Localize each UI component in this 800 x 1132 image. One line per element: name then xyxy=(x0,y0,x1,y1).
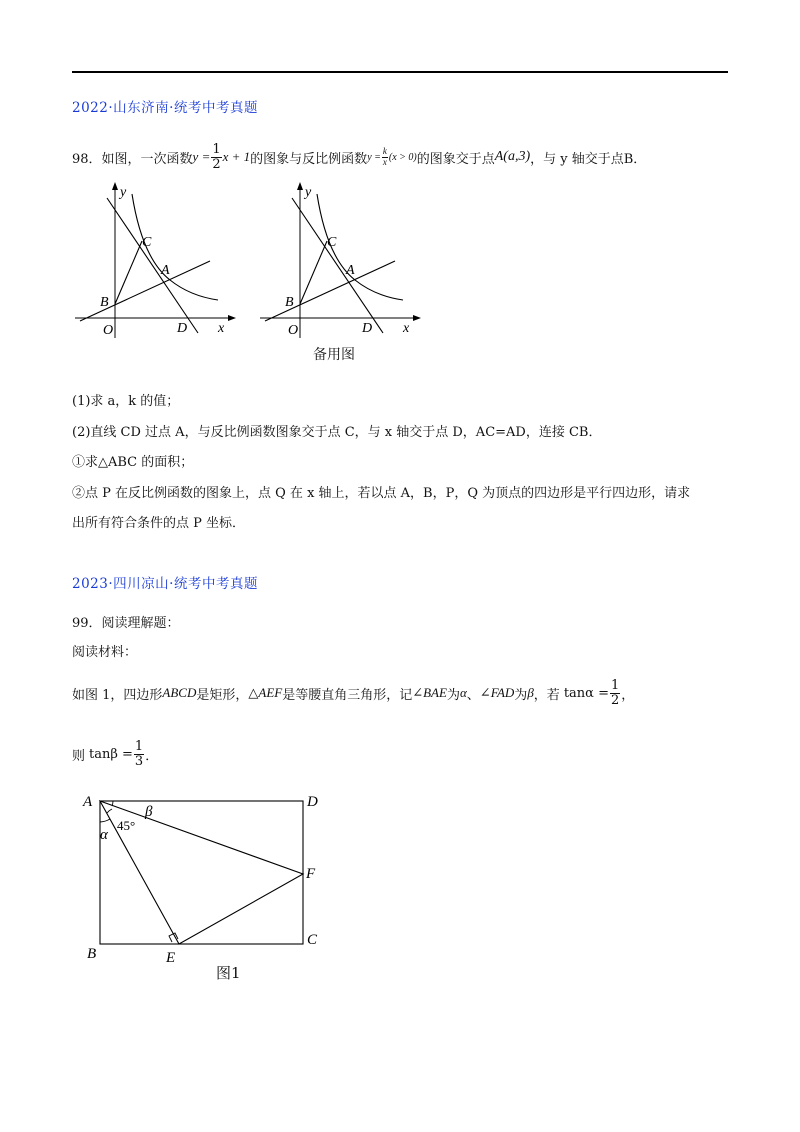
tan-beta-fraction xyxy=(134,740,144,768)
tan-alpha-numerator: 1 xyxy=(610,677,620,693)
problem-99-title: 99．阅读理解题： xyxy=(72,616,180,631)
tan-alpha-denominator: 2 xyxy=(610,692,620,708)
linear-fraction xyxy=(211,143,221,171)
arc-alpha xyxy=(100,819,110,822)
label-a: A xyxy=(161,263,170,278)
label-o: O xyxy=(103,323,114,338)
angle-bae: ∠BAE xyxy=(412,685,447,700)
arc-45 xyxy=(107,809,112,813)
question-2: (2)直线 CD 过点 A，与反比例函数图象交于点 C，与 x 轴交于点 D，AC=AD，连接 CB． xyxy=(72,425,602,440)
label-c: C xyxy=(327,235,337,250)
question-1: (1)求 a，k 的值； xyxy=(72,394,180,409)
y-axis-arrow xyxy=(112,182,118,190)
inverse-fraction xyxy=(382,147,388,167)
label-o: O xyxy=(288,323,299,338)
line-ab xyxy=(265,261,395,321)
linear-y: y = xyxy=(192,149,211,164)
inverse-numerator: k xyxy=(382,146,387,157)
text-2-end: ． xyxy=(145,748,159,764)
source-tag-98: 2022·山东济南·统考中考真题 xyxy=(72,100,258,116)
figure-1-caption: 图1 xyxy=(216,964,241,982)
label-beta: β xyxy=(145,804,153,820)
label-y: y xyxy=(120,185,127,200)
tan-beta-numerator: 1 xyxy=(134,738,144,754)
label-c: C xyxy=(142,235,152,250)
backup-figure-caption: 备用图 xyxy=(313,347,355,363)
label-f: F xyxy=(306,866,316,882)
function-figure-main xyxy=(60,178,240,338)
linear-numerator: 1 xyxy=(212,141,221,157)
label-c: C xyxy=(307,932,318,948)
tan-beta: tanβ = xyxy=(89,746,133,762)
intro-text-d: ，与 y 轴交于点B． xyxy=(530,151,647,167)
line-ab xyxy=(80,261,210,321)
x-axis-arrow xyxy=(413,315,421,321)
intro-text-a: 98．如图，一次函数 xyxy=(72,151,193,167)
label-alpha: α xyxy=(100,827,108,843)
text-1c: 是等腰直角三角形，记 xyxy=(282,687,413,703)
triangle-aef: △AEF xyxy=(248,685,283,700)
inverse-denominator: x xyxy=(382,156,387,167)
label-e: E xyxy=(166,950,176,966)
text-1f: 为 xyxy=(514,687,528,703)
tan-alpha-fraction xyxy=(610,679,620,707)
inverse-condition: (x > 0) xyxy=(388,151,417,163)
tan-beta-denominator: 3 xyxy=(134,753,144,769)
label-d: D xyxy=(177,321,188,336)
text-2a: 则 xyxy=(72,748,86,764)
line-cd xyxy=(292,198,383,333)
x-axis-arrow xyxy=(228,315,236,321)
beta-symbol: β xyxy=(527,685,534,700)
label-x: x xyxy=(218,321,225,336)
problem-98-statement xyxy=(72,140,646,174)
intro-text-c: 的图象交于点 xyxy=(416,151,495,167)
line-cd xyxy=(107,198,198,333)
question-2-1: ①求△ABC 的面积； xyxy=(72,455,194,470)
material-line-2 xyxy=(72,737,158,771)
material-line-1 xyxy=(72,676,634,710)
function-figure-backup xyxy=(245,178,425,338)
y-axis-arrow xyxy=(297,182,303,190)
text-1b: 是矩形， xyxy=(196,687,249,703)
text-1e: 、 xyxy=(466,687,480,703)
alpha-symbol: α xyxy=(459,685,467,700)
label-a: A xyxy=(83,794,93,810)
question-2-2-line2: 出所有符合条件的点 P 坐标． xyxy=(72,516,246,531)
inverse-y: y = xyxy=(367,151,381,163)
linear-rest: x + 1 xyxy=(222,149,251,164)
label-b: B xyxy=(87,946,97,962)
question-2-2-line1: ②点 P 在反比例函数的图象上，点 Q 在 x 轴上，若以点 A，B，P，Q 为顶点的四边形是平行四边形，请求 xyxy=(72,486,691,501)
tan-alpha: tanα = xyxy=(563,685,609,701)
text-1a: 如图 1，四边形 xyxy=(72,687,163,703)
text-1g: ，若 xyxy=(533,687,560,703)
label-y: y xyxy=(305,185,312,200)
linear-denominator: 2 xyxy=(212,156,221,172)
label-d: D xyxy=(362,321,373,336)
angle-fad: ∠FAD xyxy=(479,685,515,700)
text-1h: ， xyxy=(621,687,635,703)
source-tag-99: 2023·四川凉山·统考中考真题 xyxy=(72,576,258,592)
intro-text-b: 的图象与反比例函数 xyxy=(250,151,368,167)
reading-material-label: 阅读材料： xyxy=(72,645,138,660)
label-d: D xyxy=(307,794,318,810)
label-45-degrees: 45° xyxy=(117,818,136,833)
top-rule xyxy=(72,71,728,73)
rectangle-figure xyxy=(75,786,335,986)
quad-abcd: ABCD xyxy=(162,685,197,700)
label-x: x xyxy=(403,321,410,336)
text-1d: 为 xyxy=(446,687,460,703)
label-b: B xyxy=(285,295,294,310)
point-a-coordinates: A(a,3) xyxy=(494,149,531,164)
label-b: B xyxy=(100,295,109,310)
label-a: A xyxy=(346,263,355,278)
